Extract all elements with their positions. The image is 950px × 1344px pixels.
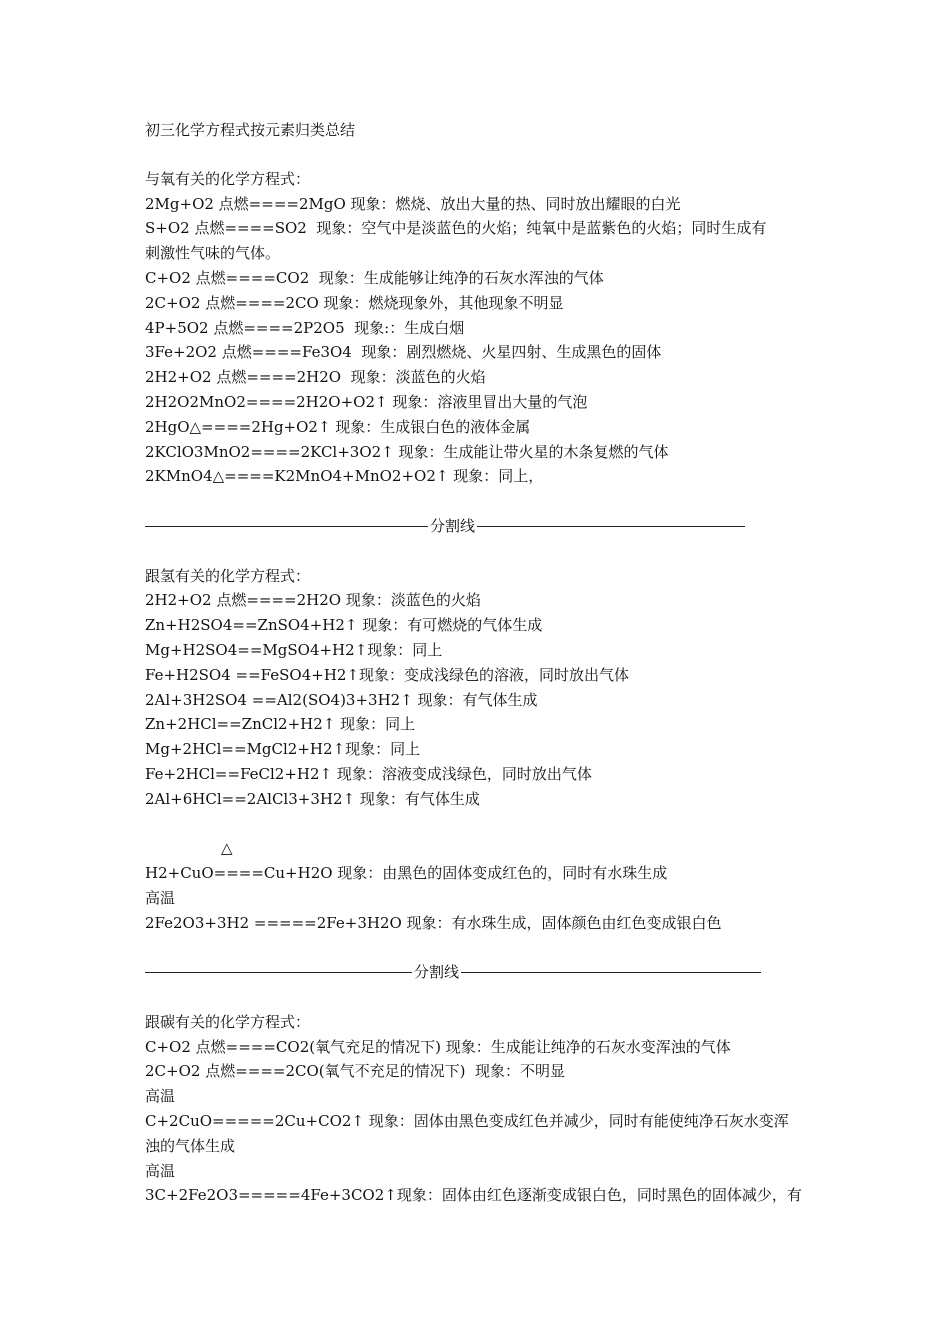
divider <box>145 960 810 985</box>
section-heading: 跟氢有关的化学方程式： <box>145 566 311 585</box>
equation-line: S+O2 点燃====SO2 现象：空气中是淡蓝色的火焰；纯氧中是蓝紫色的火焰；同时生成有 <box>145 219 767 238</box>
equation-line: 2C+O2 点燃====2CO 现象：燃烧现象外，其他现象不明显 <box>145 293 564 312</box>
condition-label: 高温 <box>145 1087 176 1106</box>
equation-line: 3Fe+2O2 点燃====Fe3O4 现象：剧烈燃烧、火星四射、生成黑色的固体 <box>145 343 662 362</box>
section-hydrogen <box>145 564 810 936</box>
equation-line: 2Mg+O2 点燃====2MgO 现象：燃烧、放出大量的热、同时放出耀眼的白光 <box>145 194 681 213</box>
equation-line: Mg+H2SO4==MgSO4+H2↑现象：同上 <box>145 640 443 659</box>
equation-line: 4P+5O2 点燃====2P2O5 现象:：生成白烟 <box>145 318 465 337</box>
divider-rule-left <box>145 972 412 973</box>
condition-label: 高温 <box>145 1161 176 1180</box>
equation-line: H2+CuO====Cu+H2O 现象：由黑色的固体变成红色的，同时有水珠生成 <box>145 864 668 883</box>
divider-label: 分割线 <box>414 963 460 982</box>
section-heading: 与氧有关的化学方程式： <box>145 169 311 188</box>
equation-line: C+O2 点燃====CO2 现象：生成能够让纯净的石灰水浑浊的气体 <box>145 268 604 287</box>
equation-line: Mg+2HCl==MgCl2+H2↑现象：同上 <box>145 740 421 759</box>
condition-label: 高温 <box>145 888 176 907</box>
heating-triangle: △ <box>221 839 233 858</box>
equation-line: 2H2O2MnO2====2H2O+O2↑ 现象：溶液里冒出大量的气泡 <box>145 392 588 411</box>
equation-line: 刺激性气味的气体。 <box>145 244 281 263</box>
equation-line: C+2CuO=====2Cu+CO2↑ 现象：固体由黑色变成红色并减少，同时有能使纯净石灰水变浑 <box>145 1112 789 1131</box>
equation-line: 2C+O2 点燃====2CO(氧气不充足的情况下) 现象：不明显 <box>145 1062 566 1081</box>
equation-line: 浊的气体生成 <box>145 1136 236 1155</box>
section-heading: 跟碳有关的化学方程式： <box>145 1012 311 1031</box>
equation-line: Fe+H2SO4 ==FeSO4+H2↑现象：变成浅绿色的溶液，同时放出气体 <box>145 665 630 684</box>
equation-line: 2Al+6HCl==2AlCl3+3H2↑ 现象：有气体生成 <box>145 789 480 808</box>
equation-line: 2H2+O2 点燃====2H2O 现象：淡蓝色的火焰 <box>145 591 481 610</box>
equation-line: 2Fe2O3+3H2 =====2Fe+3H2O 现象：有水珠生成，固体颜色由红色变成银白色 <box>145 913 722 932</box>
equation-line: C+O2 点燃====CO2(氧气充足的情况下) 现象：生成能让纯净的石灰水变浑浊的气体 <box>145 1037 731 1056</box>
divider-rule-right <box>477 526 745 527</box>
section-carbon <box>145 1010 810 1208</box>
document-body <box>145 118 810 1208</box>
equation-line: 2H2+O2 点燃====2H2O 现象：淡蓝色的火焰 <box>145 368 486 387</box>
divider-rule-right <box>461 972 761 973</box>
equation-line: 2KClO3MnO2====2KCl+3O2↑ 现象：生成能让带火星的木条复燃的气体 <box>145 442 669 461</box>
equation-line: 2HgO△====2Hg+O2↑ 现象：生成银白色的液体金属 <box>145 417 531 436</box>
divider-rule-left <box>145 526 428 527</box>
equation-line: Zn+H2SO4==ZnSO4+H2↑ 现象：有可燃烧的气体生成 <box>145 616 543 635</box>
section-oxygen <box>145 167 810 489</box>
equation-line: 2Al+3H2SO4 ==Al2(SO4)3+3H2↑ 现象：有气体生成 <box>145 690 538 709</box>
equation-line: 2KMnO4△====K2MnO4+MnO2+O2↑ 现象：同上， <box>145 467 544 486</box>
equation-line: 3C+2Fe2O3=====4Fe+3CO2↑现象：固体由红色逐渐变成银白色，同时黑色的固体减少，有 <box>145 1186 802 1205</box>
equation-line: Zn+2HCl==ZnCl2+H2↑ 现象：同上 <box>145 715 416 734</box>
document-title: 初三化学方程式按元素归类总结 <box>145 121 356 139</box>
divider <box>145 514 810 539</box>
divider-label: 分割线 <box>430 516 476 535</box>
equation-line: Fe+2HCl==FeCl2+H2↑ 现象：溶液变成浅绿色，同时放出气体 <box>145 764 592 783</box>
